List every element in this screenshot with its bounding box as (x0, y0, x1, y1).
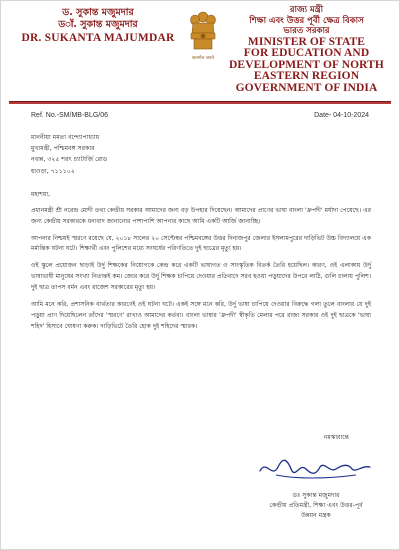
signer-title-2: উন্নয়ন মন্ত্রক (301, 512, 331, 519)
signature-block (251, 491, 381, 521)
letter-date: Date- 04-10-2024 (314, 112, 369, 119)
name-hindi: ডॉ. সুকান্ত মজুমদার (58, 19, 138, 30)
addressee-street: নবান্ন, ৩২৫ শরৎ চ্যাটার্জি রোড (31, 156, 108, 164)
national-emblem-icon (186, 7, 220, 65)
title-english-line2: FOR EDUCATION AND (243, 47, 370, 59)
salutation: মহাশয়া, (31, 191, 51, 198)
title-bengali-line2: শিক্ষা এবং উত্তর পূর্বী ক্ষেত্র বিকাস (249, 15, 364, 26)
letterhead-rule (9, 101, 391, 104)
title-english-line3: DEVELOPMENT OF NORTH (229, 58, 384, 71)
name-bengali: ড. সুকান্ত মজুমদার (62, 7, 134, 18)
addressee-city: হাওড়া, ৭১১১০২ (31, 167, 75, 175)
svg-text:सत्यमेव जयते: सत्यमेव जयते (191, 56, 215, 61)
reference-number: Ref. No.-SM/MB-BLG/06 (31, 112, 109, 119)
title-english-line1: MINISTER OF STATE (247, 35, 366, 48)
reference-row (31, 112, 369, 119)
addressee-designation: মুখ্যমন্ত্রী, পশ্চিমবঙ্গ সরকার (31, 145, 95, 153)
paragraph-2: আপনার নিশ্চয়ই স্মরণে রয়েছে যে, ২০১৮ সালের ২০ সেপ্টেম্বর পশ্চিমবঙ্গের উত্তর দিনাজপুর জেলার ইসলামপুরের দাড়িভিট উচ্চ বিদ্যালয়ে এক মর্মান্তিক ঘটনা ঘটে। শিক্ষার্থী এবং পুলিশের মধ্যে সংঘর্ষের পরিণতিতে দুই ছাত্রের মৃত্যু হয়। (31, 234, 371, 253)
name-english: DR. SUKANTA MAJUMDAR (21, 32, 175, 44)
handwritten-signature (256, 453, 376, 483)
signer-name: ডঃ সুকান্ত মজুমদার (292, 492, 340, 499)
signer-title: কেন্দ্রীয় প্রতিমন্ত্রী, শিক্ষা এবং উত্তর-পূর্ব (269, 502, 363, 509)
paragraph-4: আমি মনে করি, প্রশাসনিক ব্যর্থতার কারণেই ওই ঘটনা ঘটে। একই সঙ্গে মনে করি, উর্দু ভাষা চাপিয়ে দেওয়ার বিরুদ্ধে গলা তুলে বাংলার যে দুই পড়ুয়া প্রাণ দিয়েছিলেন তাঁদের 'স্মরণে' রাখাও আমাদের কর্তব্য। বাংলা ভাষার 'ধ্রুপদী' স্বীকৃতি মেলার পরে রাজ্য সরকার ওই দুই ছাত্রকে 'ভাষা শহিদ' হিসাবে ঘোষণা করুক। দাড়িভিটে তৈরি হোক দুই শহিদের স্মারক। (31, 300, 371, 330)
title-bengali-line3: ভারত সরকার (283, 26, 330, 36)
letterhead-right (224, 5, 389, 94)
paragraph-1: প্রধানমন্ত্রী শ্রী নরেন্দ্র মোদী তথা কেন্দ্রীয় সরকার আমাদের জন্য বড় উপহার দিয়েছেন। আমাদের প্রাণের ভাষা বাংলা 'ধ্রুপদী' মর্যাদা পেয়েছে। এর জন্য কেন্দ্রীয় সরকারকে ধন্যবাদ জানানোর পাশাপাশি আপনার কাছে আমি একটি আর্জি জানাচ্ছি। (31, 206, 371, 225)
addressee-block (31, 132, 107, 177)
title-english-line5: GOVERNMENT OF INDIA (235, 81, 378, 94)
closing: নমস্কারান্তে (323, 434, 349, 441)
title-bengali-line1: রাজ্য মন্ত্রী (289, 5, 324, 15)
letter-body (31, 190, 371, 339)
title-english-line4: EASTERN REGION (253, 70, 360, 82)
addressee-name: মাননীয়া মমতা বন্দ্যোপাধ্যায় (31, 134, 100, 141)
letterhead-left (13, 7, 183, 45)
paragraph-3: ওই স্কুলে প্রয়োজন ছাড়াই উর্দু শিক্ষকের নিয়োগকে কেন্দ্র করে একটি ভাষাগত ও সাংস্কৃতিক বিতর্ক তৈরি হয়েছিল। কারণ, ওই এলাকায় উর্দু ভাষাভাষী মানুষের সংখ্যা নিতান্তই কম। জোর করে উর্দু শিক্ষক চাপিয়ে দেওয়ার প্রতিবাদে সরব হওয়া পড়ুয়াদের উপরে লাঠি, গুলি চালায় পুলিশ। দুই ছাত্র তাপস বর্মন এবং রাজেশ সরকারের মৃত্যু হয়। (31, 262, 371, 291)
